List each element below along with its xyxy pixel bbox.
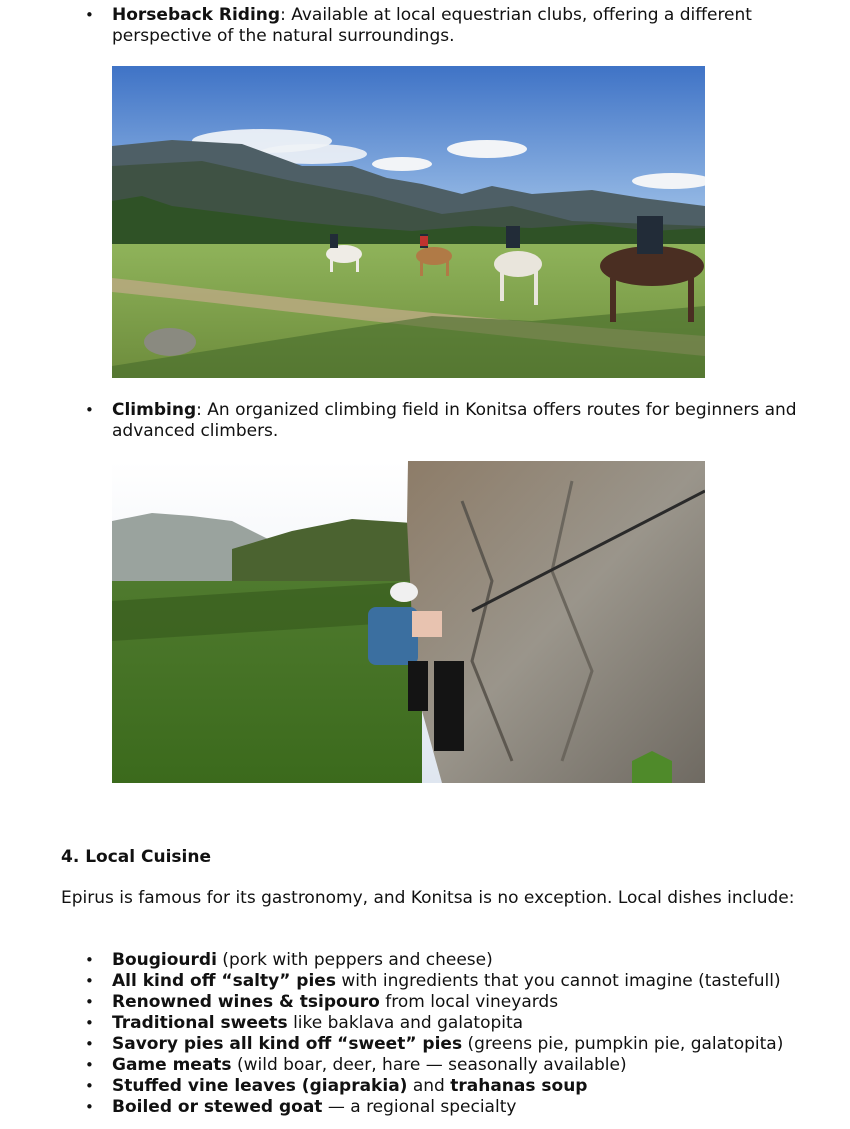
dish-description: (wild boar, deer, hare — seasonally available) — [231, 1055, 627, 1075]
list-item-text — [112, 400, 812, 442]
activity-title: Climbing — [112, 400, 197, 420]
climbing-photo — [112, 461, 705, 783]
dish-name: Boiled or stewed goat — [112, 1097, 323, 1117]
bullet: • — [85, 401, 94, 419]
dish-description: like baklava and galatopita — [287, 1013, 524, 1033]
activity-description: : Available at local equestrian clubs, offering a different perspective of the natural surroundings. — [112, 5, 752, 46]
bullet: • — [85, 1077, 94, 1095]
bullet: • — [85, 993, 94, 1011]
activity-description: : An organized climbing field in Konitsa offers routes for beginners and advanced climbers. — [112, 400, 797, 441]
horseback-riding-photo — [112, 66, 705, 378]
dish-description: and — [407, 1076, 451, 1096]
dish-name: Bougiourdi — [112, 950, 217, 970]
cuisine-intro: Epirus is famous for its gastronomy, and Konitsa is no exception. Local dishes include: — [61, 888, 795, 908]
dish-description: from local vineyards — [379, 992, 559, 1012]
dish-name: All kind off “salty” pies — [112, 971, 336, 991]
list-item-text — [112, 5, 812, 47]
bullet: • — [85, 1056, 94, 1074]
dish-name: Renowned wines & tsipouro — [112, 992, 380, 1012]
bullet: • — [85, 951, 94, 969]
dish-description: (greens pie, pumpkin pie, galatopita) — [462, 1034, 784, 1054]
bullet: • — [85, 972, 94, 990]
dish-name: trahanas soup — [450, 1076, 588, 1096]
dish-name: Traditional sweets — [112, 1013, 288, 1033]
bullet: • — [85, 6, 94, 24]
activity-title: Horseback Riding — [112, 5, 281, 25]
dish-description: (pork with peppers and cheese) — [216, 950, 493, 970]
dish-description: with ingredients that you cannot imagine (tastefull) — [335, 971, 781, 991]
dish-name: Savory pies all kind off “sweet” pies — [112, 1034, 463, 1054]
bullet: • — [85, 1035, 94, 1053]
bullet: • — [85, 1098, 94, 1116]
dish-name: Game meats — [112, 1055, 232, 1075]
section-heading: 4. Local Cuisine — [61, 847, 211, 867]
bullet: • — [85, 1014, 94, 1032]
dish-name: Stuffed vine leaves (giaprakia) — [112, 1076, 408, 1096]
dish-description: — a regional specialty — [322, 1097, 517, 1117]
